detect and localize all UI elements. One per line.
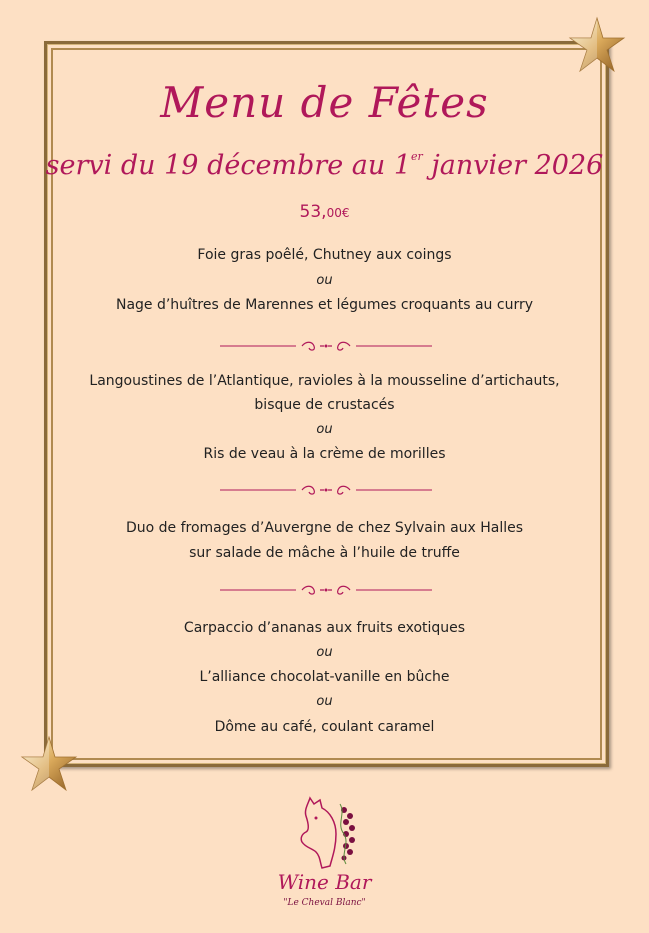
- dessert-option-1: Carpaccio d’ananas aux fruits exotiques: [183, 620, 466, 636]
- starter-option-1: Foie gras poêlé, Chutney aux coings: [197, 247, 452, 263]
- or-label: ou: [316, 694, 333, 709]
- gold-star-icon: [566, 14, 628, 76]
- main-option-1-line-2: bisque de crustacés: [254, 397, 395, 413]
- ornament-divider: [220, 484, 432, 496]
- menu-price: 53,00€: [299, 202, 350, 222]
- main-option-1-line-1: Langoustines de l’Atlantique, ravioles à la mousseline d’artichauts,: [89, 373, 560, 389]
- dessert-option-2: L’alliance chocolat-vanille en bûche: [199, 669, 450, 685]
- brand-name: Wine Bar: [277, 870, 372, 894]
- ornament-divider: [220, 340, 432, 352]
- cheese-course-line-2: sur salade de mâche à l’huile de truffe: [189, 545, 460, 561]
- or-label: ou: [316, 422, 333, 437]
- cheese-course-line-1: Duo de fromages d’Auvergne de chez Sylvain aux Halles: [125, 520, 524, 536]
- gold-star-icon: [18, 733, 80, 795]
- menu-dates: servi du 19 décembre au 1er janvier 2026: [45, 150, 604, 181]
- main-option-2: Ris de veau à la crème de morilles: [203, 446, 446, 462]
- ornament-divider: [220, 584, 432, 596]
- dessert-option-3: Dôme au café, coulant caramel: [214, 719, 435, 735]
- or-label: ou: [316, 273, 333, 288]
- menu-title: Menu de Fêtes: [160, 78, 489, 127]
- or-label: ou: [316, 645, 333, 660]
- brand-tagline: "Le Cheval Blanc": [283, 898, 366, 908]
- starter-option-2: Nage d’huîtres de Marennes et légumes croquants au curry: [115, 297, 534, 313]
